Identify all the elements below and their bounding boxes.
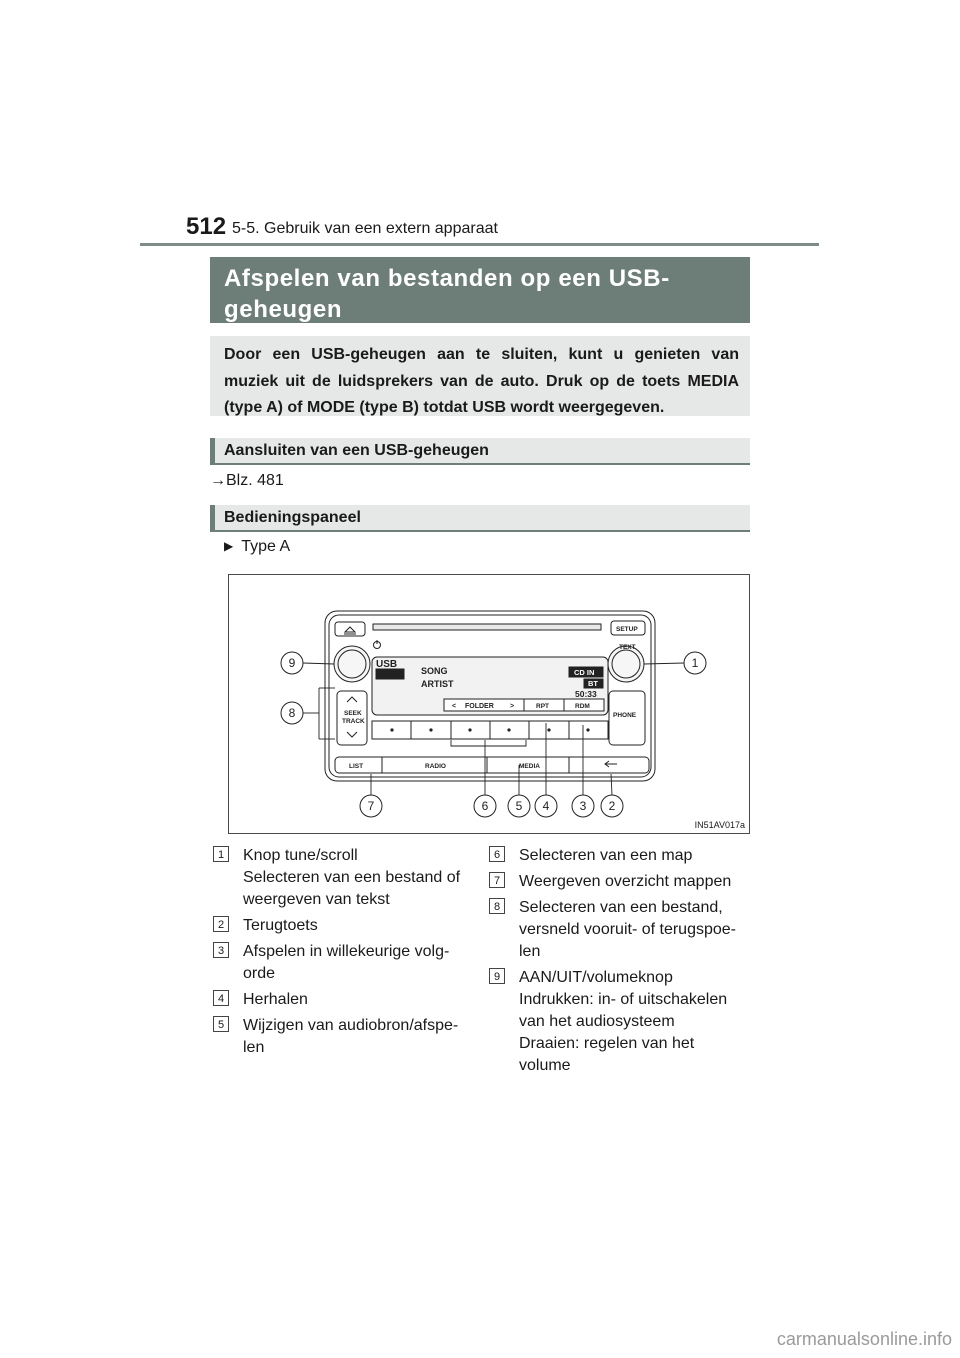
subheading-control-panel: Bedieningspaneel: [210, 505, 750, 532]
setup-button-label: SETUP: [616, 626, 638, 633]
page-reference: →Blz. 481: [210, 472, 284, 489]
svg-text:<: <: [452, 703, 457, 710]
song-label: SONG: [421, 666, 448, 676]
radio-label: RADIO: [425, 763, 446, 770]
usb-label: USB: [376, 659, 398, 670]
legend-number: 1: [213, 846, 229, 862]
callout-6: 6: [481, 799, 489, 813]
legend-line: Selecteren van een bestand,: [519, 899, 723, 916]
page-number: 512: [186, 213, 227, 240]
svg-text:>: >: [510, 703, 515, 710]
legend-line: Afspelen in willekeurige volg-: [243, 943, 450, 960]
section-title: [210, 257, 750, 323]
track-label: TRACK: [342, 718, 365, 725]
callout-3: 3: [579, 799, 587, 813]
control-panel-figure: [228, 574, 750, 834]
time-label: 50:33: [575, 689, 597, 699]
legend-line: Weergeven overzicht mappen: [519, 873, 732, 890]
legend-line: Selecteren van een map: [519, 847, 693, 864]
header-rule: [140, 243, 819, 246]
text-button-label: TEXT: [619, 644, 636, 651]
callout-4: 4: [542, 799, 550, 813]
subheading-connect: Aansluiten van een USB-geheugen: [210, 438, 750, 465]
type-label: [224, 538, 290, 556]
legend-line: len: [243, 1039, 265, 1056]
legend-number: 6: [489, 846, 505, 862]
legend-number: 8: [489, 898, 505, 914]
intro-line: muziek uit de luidsprekers van de auto. Druk op de toets MEDIA: [224, 372, 739, 390]
callout-8: 8: [288, 706, 296, 720]
folder-label: FOLDER: [465, 703, 494, 710]
list-label: LIST: [349, 763, 364, 770]
callout-9: 9: [288, 656, 296, 670]
title-line: Afspelen van bestanden op een USB-: [224, 265, 670, 292]
legend-line: Herhalen: [243, 991, 308, 1008]
artist-label: ARTIST: [421, 679, 454, 689]
type-label-text: Type A: [241, 538, 291, 555]
triangle-icon: ▶: [224, 539, 234, 553]
legend-line: Wijzigen van audiobron/afspe-: [243, 1017, 459, 1034]
legend-line: Draaien: regelen van het: [519, 1035, 695, 1052]
legend-line: volume: [519, 1057, 571, 1074]
legend-line: versneld vooruit- of terugspoe-: [519, 921, 736, 938]
figure-code: IN51AV017a: [694, 820, 745, 830]
legend-line: AAN/UIT/volumeknop: [519, 969, 673, 986]
rpt-label: RPT: [536, 703, 549, 710]
legend-number: 3: [213, 942, 229, 958]
cd-in-label: CD IN: [574, 668, 595, 677]
legend-line: len: [519, 943, 541, 960]
watermark: carmanualsonline.info: [776, 1329, 952, 1349]
title-line: geheugen: [224, 296, 343, 323]
legend-line: Terugtoets: [243, 917, 318, 934]
legend-number: 5: [213, 1016, 229, 1032]
legend-line: Selecteren van een bestand of: [243, 869, 461, 886]
media-label: MEDIA: [519, 763, 540, 770]
intro-line: (type A) of MODE (type B) totdat USB wordt weergegeven.: [224, 399, 665, 416]
legend-line: van het audiosysteem: [519, 1013, 675, 1030]
phone-label: PHONE: [613, 712, 637, 719]
callout-2: 2: [608, 799, 616, 813]
legend-line: Knop tune/scroll: [243, 847, 358, 864]
legend-line: Indrukken: in- of uitschakelen: [519, 991, 728, 1008]
callout-5: 5: [515, 799, 523, 813]
legend-number: 2: [213, 916, 229, 932]
seek-label: SEEK: [344, 710, 362, 717]
callout-1: 1: [691, 656, 699, 670]
running-head: 5-5. Gebruik van een extern apparaat: [232, 220, 498, 237]
bt-label: BT: [588, 679, 598, 688]
legend-line: orde: [243, 965, 276, 982]
audio-unit-illustration: [229, 575, 749, 833]
intro-box: [210, 336, 750, 416]
legend-number: 9: [489, 968, 505, 984]
legend-line: weergeven van tekst: [243, 891, 390, 908]
callout-7: 7: [367, 799, 375, 813]
intro-line: Door een USB-geheugen aan te sluiten, kunt u genieten van: [224, 346, 739, 363]
legend-number: 7: [489, 872, 505, 888]
rdm-label: RDM: [575, 703, 590, 710]
legend-number: 4: [213, 990, 229, 1006]
